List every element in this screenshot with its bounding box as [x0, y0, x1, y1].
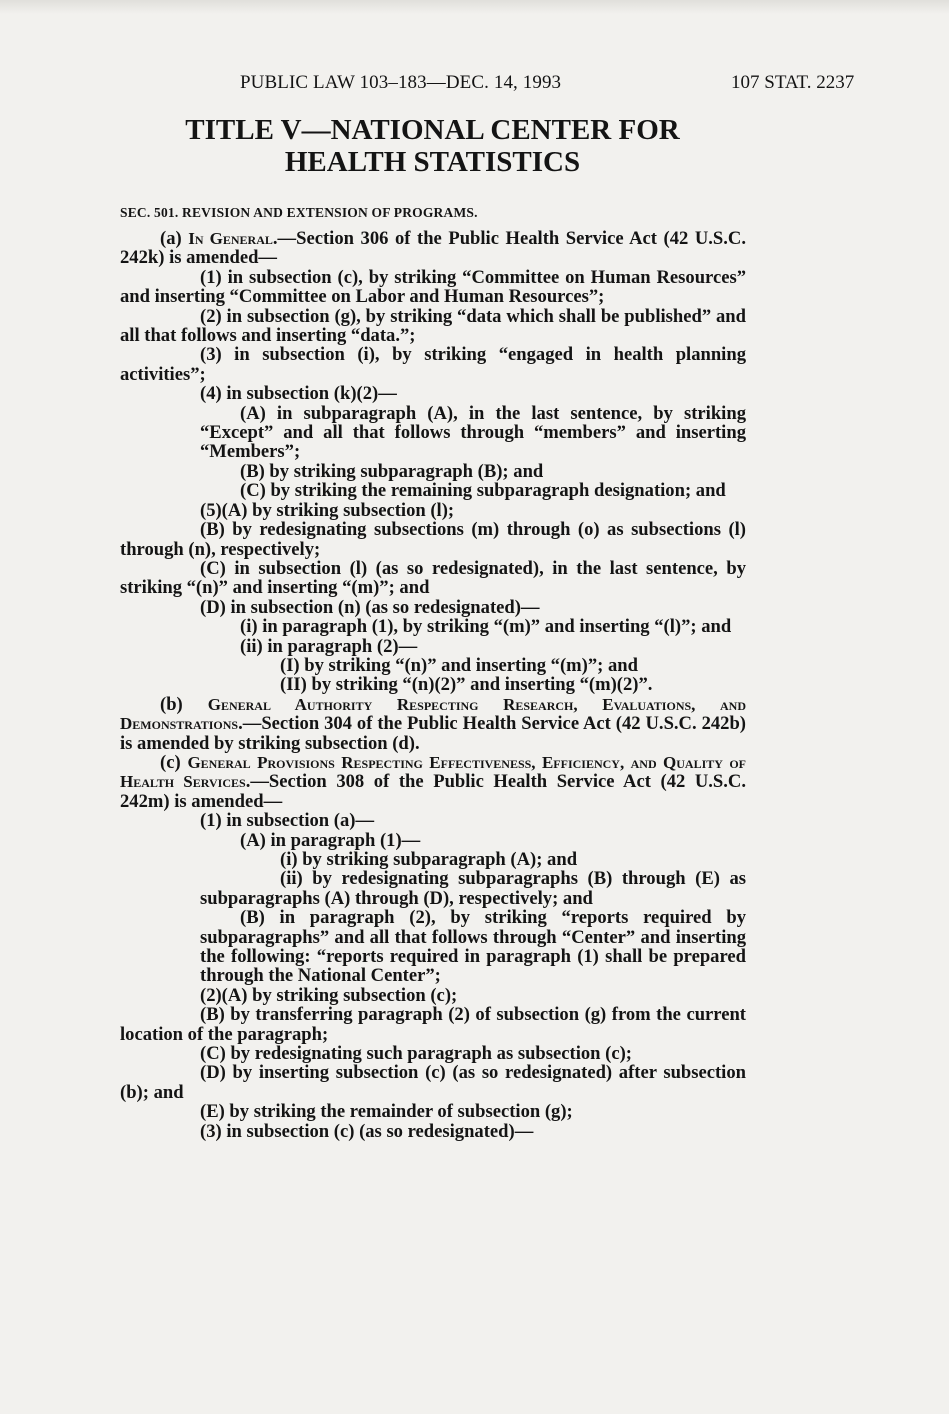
subclause-a5DiiI: (I) by striking “(n)” and inserting “(m)”; and: [280, 654, 638, 676]
paragraph-c2A: (2)(A) by striking subsection (c);: [200, 984, 458, 1006]
paragraph-a3: (3) in subsection (i), by striking “engaged in health planning activities”;: [120, 344, 746, 385]
paragraph-a1: (1) in subsection (c), by striking “Committee on Human Resources” and inserting “Committee on Labor and Human Resources”;: [120, 266, 746, 308]
scan-edge: [0, 0, 949, 14]
subparagraph-a4B: (B) by striking subparagraph (B); and: [240, 460, 544, 482]
paragraph-a5A: (5)(A) by striking subsection (l);: [200, 499, 455, 521]
paragraph-a4: (4) in subsection (k)(2)—: [200, 383, 397, 405]
paragraph-a5B: (B) by redesignating subsections (m) through (o) as subsections (l) through (n), respectively;: [120, 519, 746, 560]
subparagraph-c1B: (B) in paragraph (2), by striking “reports required by subparagraphs” and all that follows through “Center” and inserting the following: “reports required in paragraph (1) shall be prepared through the National Center”;: [200, 907, 746, 987]
paragraph-c2B: (B) by transferring paragraph (2) of subsection (g) from the current location of the paragraph;: [120, 1004, 746, 1045]
subsection-c-text: .—Section 308 of the Public Health Service Act (42 U.S.C. 242m) is amended—: [120, 771, 746, 812]
paragraph-a5C: (C) in subsection (l) (as so redesignated), in the last sentence, by striking “(n)” and inserting “(m)”; and: [120, 557, 746, 599]
paragraph-a5D: (D) in subsection (n) (as so redesignated)—: [200, 596, 540, 618]
subsection-c-heading: General Provisions Respecting Effectiveness, Efficiency, and Quality of Health Services: [120, 752, 746, 792]
title-line-2: HEALTH STATISTICS: [284, 146, 581, 178]
subsection-b-text: .—Section 304 of the Public Health Service Act (42 U.S.C. 242b) is amended by striking subsection (d).: [120, 713, 746, 754]
clause-c1Aii: (ii) by redesignating subparagraphs (B) through (E) as subparagraphs (A) through (D), respectively; and: [200, 868, 746, 909]
title-heading: [120, 114, 745, 178]
paragraph-c2C: (C) by redesignating such paragraph as subsection (c);: [200, 1043, 632, 1065]
clause-c1Ai: (i) by striking subparagraph (A); and: [280, 849, 578, 870]
subsection-a-heading: In General: [188, 229, 273, 248]
subsection-a-text: .—Section 306 of the Public Health Service Act (42 U.S.C. 242k) is amended—: [120, 228, 746, 269]
title-line-1: TITLE V—NATIONAL CENTER FOR: [185, 114, 680, 146]
subsection-a-label: (a): [160, 228, 189, 249]
section-heading: SEC. 501. REVISION AND EXTENSION OF PROGRAMS.: [120, 205, 478, 220]
paragraph-a2: (2) in subsection (g), by striking “data which shall be published” and all that follows and inserting “data.”;: [120, 305, 746, 347]
clause-a5Dii: (ii) in paragraph (2)—: [240, 635, 418, 657]
paragraph-c2E: (E) by striking the remainder of subsection (g);: [200, 1101, 573, 1123]
subclause-a5DiiII: (II) by striking “(n)(2)” and inserting “(m)(2)”.: [280, 674, 653, 696]
section-body: [120, 229, 746, 1141]
subparagraph-c1A: (A) in paragraph (1)—: [240, 829, 421, 851]
running-header-stat-page: 107 STAT. 2237: [731, 72, 855, 93]
subparagraph-a4C: (C) by striking the remaining subparagraph designation; and: [240, 480, 726, 502]
clause-a5Di: (i) in paragraph (1), by striking “(m)” and inserting “(l)”; and: [240, 616, 732, 638]
subsection-b-heading: General Authority Respecting Research, Evaluations, and Demonstrations: [120, 694, 747, 734]
paragraph-c3: (3) in subsection (c) (as so redesignated)—: [200, 1120, 534, 1142]
paragraph-c2D: (D) by inserting subsection (c) (as so redesignated) after subsection (b); and: [120, 1062, 746, 1103]
subparagraph-a4A: (A) in subparagraph (A), in the last sentence, by striking “Except” and all that follows through “members” and inserting “Members”;: [200, 402, 746, 463]
running-header-law: PUBLIC LAW 103–183—DEC. 14, 1993: [240, 72, 562, 93]
subsection-c: [120, 753, 746, 811]
subsection-c-label: (c): [160, 751, 188, 773]
subsection-a: [120, 229, 746, 268]
paragraph-c1: (1) in subsection (a)—: [200, 810, 375, 832]
subsection-b-label: (b): [160, 693, 208, 715]
subsection-b: [120, 695, 746, 753]
